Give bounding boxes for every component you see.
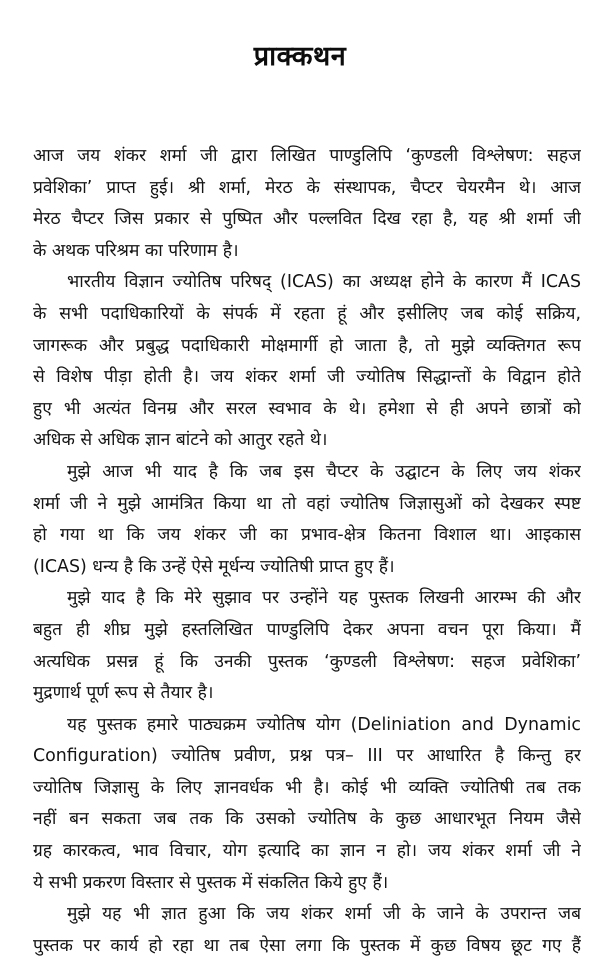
text-line: यह पुस्तक हमारे पाठ्यक्रम ज्योतिष योग (Deliniation and Dynamic: [67, 714, 581, 735]
text-line: ये सभी प्रकरण विस्तार से पुस्तक में संकलित किये हुए हैं।: [33, 872, 389, 893]
text-line: ज्योतिष जिज्ञासु के लिए ज्ञानवर्धक भी है। कोई भी व्यक्ति ज्योतिषी तब तक: [33, 777, 581, 798]
text-line: मुझे आज भी याद है कि जब इस चैप्टर के उद्घाटन के लिए जय शंकर: [67, 461, 581, 482]
body-text: [33, 141, 581, 962]
text-line: हो गया था कि जय शंकर जी का प्रभाव-क्षेत्र कितना विशाल था। आइकास: [33, 525, 581, 546]
text-line: भारतीय विज्ञान ज्योतिष परिषद् (ICAS) का अध्यक्ष होने के कारण मैं ICAS: [67, 272, 581, 293]
paragraph: [33, 457, 581, 583]
text-line: पुस्तक पर कार्य हो रहा था तब ऐसा लगा कि पुस्तक में कुछ विषय छूट गए हैं: [33, 935, 581, 956]
text-line: जागरूक और प्रबुद्ध पदाधिकारी मोक्षमार्गी हो जाता है, तो मुझे व्यक्तिगत रूप: [33, 335, 581, 356]
text-line: (ICAS) धन्य है कि उन्हें ऐसे मूर्धन्य ज्योतिषी प्राप्त हुए हैं।: [33, 556, 395, 577]
text-line: से विशेष पीड़ा होती है। जय शंकर शर्मा जी ज्योतिष सिद्धान्तों के विद्वान होते: [33, 367, 581, 388]
text-line: शर्मा जी ने मुझे आमंत्रित किया था तो वहां ज्योतिष जिज्ञासुओं को देखकर स्पष्ट: [33, 493, 581, 514]
paragraph: [33, 267, 581, 457]
page-title: प्राक्कथन: [253, 41, 347, 72]
text-line: अत्यधिक प्रसन्न हूं कि उनकी पुस्तक ‘कुण्डली विश्लेषण: सहज प्रवेशिका’: [33, 651, 581, 672]
paragraph: [33, 710, 581, 900]
text-line: प्रवेशिका’ प्राप्त हुई। श्री शर्मा, मेरठ के संस्थापक, चैप्टर चेयरमैन थे। आज: [33, 177, 581, 198]
text-line: मुझे यह भी ज्ञात हुआ कि जय शंकर शर्मा जी के जाने के उपरान्त जब: [67, 904, 581, 925]
paragraph: [33, 141, 581, 267]
text-line: के सभी पदाधिकारियों के संपर्क में रहता हूं और इसीलिए जब कोई सक्रिय,: [33, 303, 581, 324]
text-line: ग्रह कारकत्व, भाव विचार, योग इत्यादि का ज्ञान न हो। जय शंकर शर्मा जी ने: [33, 841, 581, 862]
text-line: मुद्रणार्थ पूर्ण रूप से तैयार है।: [33, 683, 214, 704]
text-line: बहुत ही शीघ्र मुझे हस्तलिखित पाण्डुलिपि देकर अपना वचन पूरा किया। मैं: [33, 619, 581, 640]
text-line: के अथक परिश्रम का परिणाम है।: [33, 240, 239, 261]
text-line: मेरठ चैप्टर जिस प्रकार से पुष्पित और पल्लवित दिख रहा है, यह श्री शर्मा जी: [33, 209, 581, 230]
text-line: आज जय शंकर शर्मा जी द्वारा लिखित पाण्डुलिपि ‘कुण्डली विश्लेषण: सहज: [33, 146, 581, 166]
paragraph: [33, 899, 581, 962]
text-line: मुझे याद है कि मेरे सुझाव पर उन्होंने यह पुस्तक लिखनी आरम्भ की और: [67, 588, 581, 609]
paragraph: [33, 583, 581, 709]
text-line: नहीं बन सकता जब तक कि उसको ज्योतिष के कुछ आधारभूत नियम जैसे: [33, 809, 581, 830]
text-line: Configuration) ज्योतिष प्रवीण, प्रश्न पत्र– III पर आधारित है किन्तु हर: [33, 746, 581, 767]
text-line: हुए भी अत्यंत विनम्र और सरल स्वभाव के थे। हमेशा से ही अपने छात्रों को: [33, 398, 581, 419]
text-line: अधिक से अधिक ज्ञान बांटने को आतुर रहते थे।: [33, 430, 328, 451]
